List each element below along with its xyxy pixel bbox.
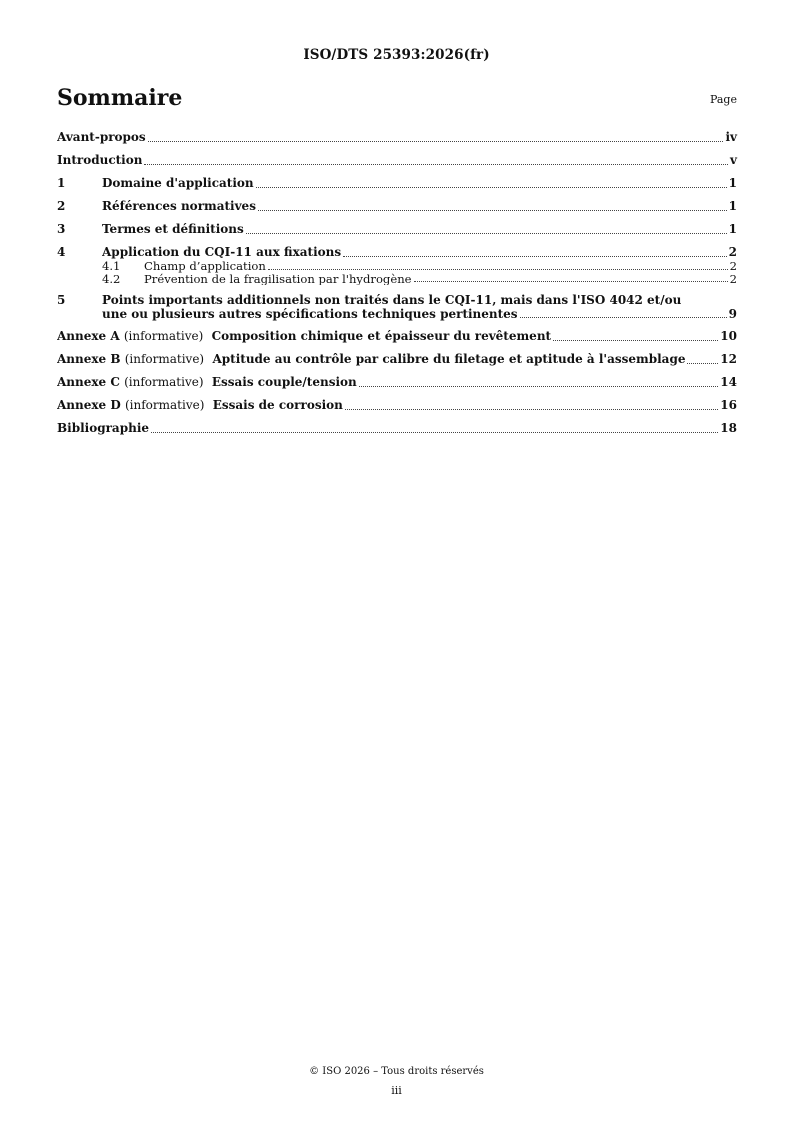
footer-page-number: iii <box>391 1084 402 1097</box>
toc-entry-page: 14 <box>720 375 737 389</box>
toc-entry-page: 12 <box>720 352 737 366</box>
toc-entry-text: Bibliographie <box>57 421 150 435</box>
toc-entry-text: Termes et définitions <box>102 222 244 236</box>
annex-kind: (informative) <box>123 329 204 343</box>
toc-entry-number: 1 <box>57 176 66 190</box>
toc-entry-text-line-1: Points importants additionnels non traités dans le CQI-11, mais dans l'ISO 4042 et/ou <box>102 293 682 307</box>
toc-entry-introduction[interactable] <box>57 153 737 168</box>
toc-entry-clause-5[interactable] <box>57 293 737 321</box>
toc-entry-text: Aptitude au contrôle par calibre du filetage et aptitude à l'assemblage <box>212 352 686 366</box>
toc-entry-text: Essais couple/tension <box>211 375 357 389</box>
toc-entry-page: 16 <box>720 398 737 412</box>
toc-annex-heading <box>57 329 551 344</box>
toc-entry-page: 2 <box>729 271 737 286</box>
dot-leader <box>345 409 718 410</box>
toc-entry-number: 4 <box>57 245 66 259</box>
toc-title-row <box>57 85 737 115</box>
toc-entry-page: 1 <box>728 199 737 213</box>
dot-leader <box>520 317 727 318</box>
document-id-header: ISO/DTS 25393:2026(fr) <box>303 47 490 63</box>
toc-entry-page: 1 <box>728 176 737 190</box>
toc-entry-text: Champ d’application <box>144 260 266 273</box>
toc-entry-subclause-4-2[interactable] <box>57 273 737 286</box>
toc-entry-subclause-4-1[interactable] <box>57 260 737 273</box>
toc-entry-text: Avant-propos <box>57 130 146 144</box>
dot-leader <box>148 141 724 142</box>
toc-entry-annex-b[interactable] <box>57 352 737 367</box>
annex-kind: (informative) <box>124 375 204 389</box>
toc-entry-clause-4[interactable] <box>57 245 737 260</box>
toc-annex-heading <box>57 352 685 367</box>
toc-entry-text: Composition chimique et épaisseur du revêtement <box>211 329 552 343</box>
toc-entry-page: 10 <box>720 329 737 343</box>
annex-kind: (informative) <box>124 352 205 366</box>
annex-label: Annexe B <box>57 352 121 366</box>
dot-leader <box>414 281 728 282</box>
toc-entry-page: 1 <box>728 222 737 236</box>
toc-entry-number: 4.1 <box>102 259 121 273</box>
toc-entry-page: 2 <box>728 245 737 259</box>
dot-leader <box>343 256 727 257</box>
toc-entry-bibliography[interactable] <box>57 421 737 436</box>
toc-entry-text-line-2: une ou plusieurs autres spécifications techniques pertinentes <box>102 307 518 321</box>
toc-entry-text: Références normatives <box>102 199 256 213</box>
toc-entry-line-2 <box>102 307 737 321</box>
dot-leader <box>553 340 718 341</box>
toc-entry-number: 5 <box>57 293 66 307</box>
toc-entry-clause-1[interactable] <box>57 176 737 191</box>
annex-label: Annexe A <box>57 329 120 343</box>
dot-leader <box>256 187 727 188</box>
toc-entry-text: Domaine d'application <box>102 176 254 190</box>
toc-entry-page: 2 <box>729 259 737 273</box>
toc-annex-heading <box>57 375 357 390</box>
dot-leader <box>144 164 728 165</box>
toc-entry-clause-2[interactable] <box>57 199 737 214</box>
dot-leader <box>359 386 719 387</box>
page-column-label: Page <box>709 93 737 106</box>
toc-entry-number: 3 <box>57 222 66 236</box>
toc-entry-annex-a[interactable] <box>57 329 737 344</box>
dot-leader <box>687 363 718 364</box>
toc-entry-page: iv <box>725 130 737 144</box>
toc-entry-annex-c[interactable] <box>57 375 737 390</box>
toc-entry-page: 9 <box>728 307 737 321</box>
dot-leader <box>246 233 727 234</box>
page-title: Sommaire <box>57 85 183 111</box>
toc-entry-text: Application du CQI-11 aux fixations <box>102 245 342 259</box>
toc-entry-annex-d[interactable] <box>57 398 737 413</box>
annex-label: Annexe C <box>57 375 120 389</box>
copyright-footer: © ISO 2026 – Tous droits réservés <box>309 1066 484 1077</box>
table-of-contents <box>57 130 737 436</box>
toc-entry-page: 18 <box>720 421 737 435</box>
toc-entry-foreword[interactable] <box>57 130 737 145</box>
toc-entry-number: 4.2 <box>102 271 121 286</box>
dot-leader <box>268 269 728 270</box>
toc-entry-clause-3[interactable] <box>57 222 737 237</box>
dot-leader <box>151 432 718 433</box>
dot-leader <box>258 210 727 211</box>
toc-annex-heading <box>57 398 343 413</box>
annex-kind: (informative) <box>124 398 205 412</box>
toc-entry-text: Essais de corrosion <box>212 398 343 412</box>
toc-entry-number: 2 <box>57 199 66 213</box>
toc-entry-text: Introduction <box>57 153 143 167</box>
toc-entry-text: Prévention de la fragilisation par l'hydrogène <box>144 272 412 285</box>
annex-label: Annexe D <box>57 398 121 412</box>
toc-entry-page: v <box>730 153 737 167</box>
